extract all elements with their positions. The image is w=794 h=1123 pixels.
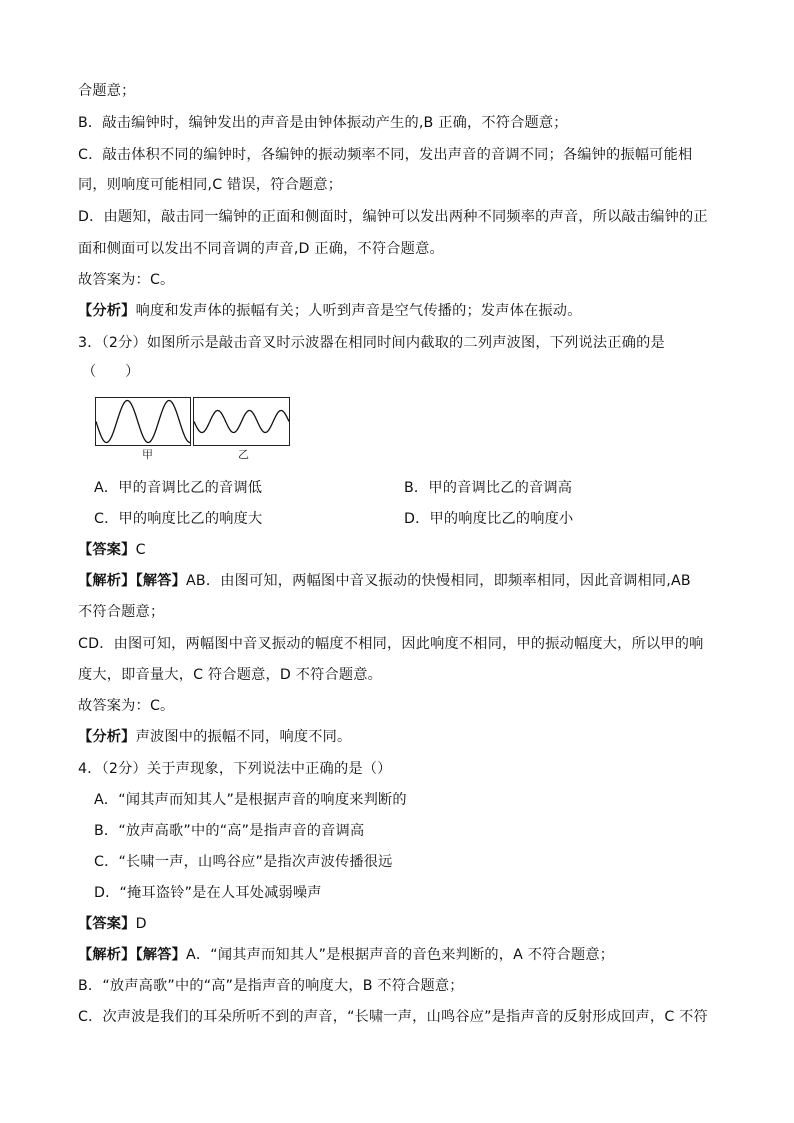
- q4-explain-3: C．次声波是我们的耳朵所听不到的声音，“长啸一声，山鸣谷应”是指声音的反射形成回声，C 不符: [78, 1009, 708, 1025]
- waveform-yi-svg: [194, 398, 289, 445]
- q4-explain-2: B．“放声高歌”中的“高”是指声音的响度大，B 不符合题意；: [78, 978, 464, 994]
- q3-explain-tag: 【解析】【解答】: [78, 573, 187, 589]
- text-line-1: 合题意；: [78, 83, 136, 99]
- waveform-jia-svg: [96, 398, 190, 445]
- q4-option-c: C．“长啸一声，山鸣谷应”是指次声波传播很远: [94, 854, 393, 870]
- q3-analysis: [78, 728, 351, 746]
- q4-explain-1: [78, 946, 614, 964]
- q3-explain-text-1: AB．由图可知，两幅图中音叉振动的快慢相同，即频率相同，因此音调相同,AB: [186, 573, 691, 589]
- q3-explain-3: CD．由图可知，两幅图中音叉振动的幅度不相同，因此响度不相同，甲的振动幅度大，所以甲的响: [78, 636, 704, 652]
- q3-analysis-text: 声波图中的振幅不同，响度不同。: [135, 729, 352, 745]
- label-jia: 甲: [142, 448, 153, 461]
- q3-answer-tag: 【答案】: [78, 542, 136, 558]
- q4-option-d: D．“掩耳盗铃”是在人耳处减弱噪声: [94, 885, 322, 901]
- q3-paren: （ ）: [82, 364, 140, 380]
- q3-option-a: A．甲的音调比乙的音调低: [94, 480, 263, 496]
- text-line-2: B．敲击编钟时，编钟发出的声音是由钟体振动产生的,B 正确，不符合题意；: [78, 115, 568, 131]
- analysis-tag: 【分析】: [78, 303, 136, 319]
- q3-stem: 3．（2分）如图所示是敲击音叉时示波器在相同时间内截取的二列声波图，下列说法正确的是: [78, 335, 665, 351]
- q4-stem: 4．（2分）关于声现象，下列说法中正确的是（）: [78, 761, 392, 777]
- q3-answer-value: C: [135, 542, 146, 558]
- q4-answer: [78, 915, 147, 933]
- analysis-line: [78, 302, 582, 320]
- q3-option-c: C．甲的响度比乙的响度大: [94, 511, 263, 527]
- text-line-7: 故答案为：C。: [78, 272, 175, 288]
- q4-explain-text-1: A．“闻其声而知其人”是根据声音的音色来判断的，A 不符合题意；: [186, 947, 615, 963]
- text-line-4: 同，则响度可能相同,C 错误，符合题意；: [78, 177, 343, 193]
- q3-analysis-tag: 【分析】: [78, 729, 136, 745]
- q4-answer-value: D: [135, 916, 147, 932]
- text-line-6: 面和侧面可以发出不同音调的声音,D 正确，不符合题意。: [78, 241, 444, 257]
- waveform-jia: [95, 397, 191, 446]
- q4-answer-tag: 【答案】: [78, 916, 136, 932]
- q3-explain-5: 故答案为：C。: [78, 698, 175, 714]
- label-yi: 乙: [238, 448, 249, 461]
- q3-option-b: B．甲的音调比乙的音调高: [404, 480, 573, 496]
- q4-explain-tag: 【解析】【解答】: [78, 947, 187, 963]
- q3-explain-4: 度大，即音量大，C 符合题意，D 不符合题意。: [78, 667, 383, 683]
- q3-answer: [78, 541, 146, 559]
- analysis-text: 响度和发声体的振幅有关；人听到声音是空气传播的；发声体在振动。: [135, 303, 582, 319]
- q4-option-a: A．“闻其声而知其人”是根据声音的响度来判断的: [94, 792, 407, 808]
- q3-explain-2: 不符合题意；: [78, 604, 165, 620]
- q4-option-b: B．“放声高歌”中的“高”是指声音的音调高: [94, 823, 365, 839]
- waveform-yi: [193, 397, 290, 446]
- text-line-5: D．由题知，敲击同一编钟的正面和侧面时，编钟可以发出两种不同频率的声音，所以敲击编钟的正: [78, 209, 708, 225]
- q3-option-d: D．甲的响度比乙的响度小: [404, 511, 574, 527]
- q3-explain-1: [78, 572, 691, 590]
- text-line-3: C．敲击体积不同的编钟时，各编钟的振动频率不同，发出声音的音调不同；各编钟的振幅可能相: [78, 147, 693, 163]
